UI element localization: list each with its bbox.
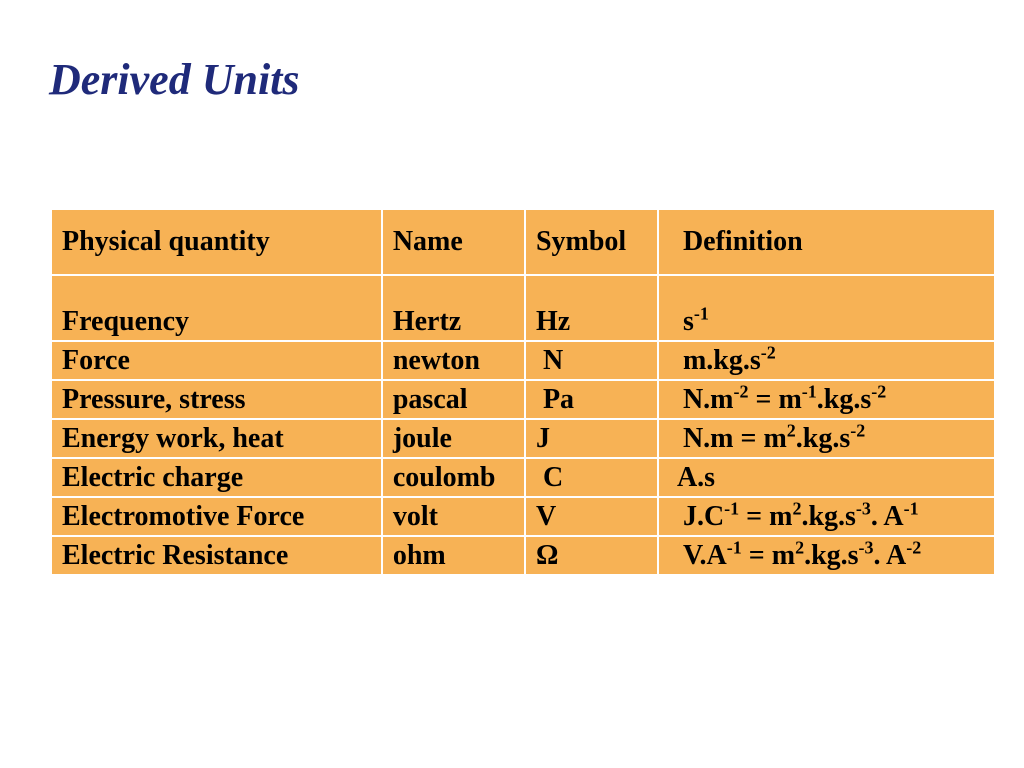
table-row xyxy=(51,380,995,419)
cell-definition xyxy=(658,419,995,458)
cell-quantity: Force xyxy=(51,341,382,380)
cell-symbol: C xyxy=(525,458,658,497)
cell-definition xyxy=(658,380,995,419)
definition-text: $N.m = m^2.kg.s^{-2}$ xyxy=(682,420,866,454)
header-name: Name xyxy=(382,209,525,275)
cell-symbol: J xyxy=(525,419,658,458)
cell-name: ohm xyxy=(382,536,525,575)
table-row xyxy=(51,275,995,341)
table-header-row xyxy=(51,209,995,275)
header-physical-quantity: Physical quantity xyxy=(51,209,382,275)
cell-definition xyxy=(658,536,995,575)
cell-definition xyxy=(658,497,995,536)
table-row xyxy=(51,497,995,536)
cell-symbol: V xyxy=(525,497,658,536)
header-definition xyxy=(658,209,995,275)
slide-title: Derived Units xyxy=(49,55,300,104)
header-symbol: Symbol xyxy=(525,209,658,275)
cell-quantity: Electric Resistance xyxy=(51,536,382,575)
derived-units-table xyxy=(50,208,996,576)
cell-name: joule xyxy=(382,419,525,458)
cell-definition xyxy=(658,275,995,341)
cell-name: newton xyxy=(382,341,525,380)
table-row xyxy=(51,458,995,497)
cell-quantity: Frequency xyxy=(51,275,382,341)
table-row xyxy=(51,419,995,458)
definition-text: $J.C^{-1} = m^2.kg.s^{-3}$. $A^{-1}$ xyxy=(682,498,919,532)
table-row xyxy=(51,536,995,575)
cell-symbol: Pa xyxy=(525,380,658,419)
table-row xyxy=(51,341,995,380)
cell-quantity: Electric charge xyxy=(51,458,382,497)
cell-name: coulomb xyxy=(382,458,525,497)
cell-name: pascal xyxy=(382,380,525,419)
cell-definition xyxy=(658,458,995,497)
cell-quantity: Electromotive Force xyxy=(51,497,382,536)
cell-name: Hertz xyxy=(382,275,525,341)
cell-definition xyxy=(658,341,995,380)
cell-name: volt xyxy=(382,497,525,536)
cell-symbol: N xyxy=(525,341,658,380)
definition-text: $N.m^{-2} = m^{-1}.kg.s^{-2}$ xyxy=(682,381,887,415)
cell-symbol: Hz xyxy=(525,275,658,341)
definition-text: A.s xyxy=(676,461,716,493)
cell-symbol: Ω xyxy=(525,536,658,575)
definition-text: $s^{-1}$ xyxy=(682,303,709,337)
definition-text: $V.A^{-1} = m^2.kg.s^{-3}$. $A^{-2}$ xyxy=(682,537,922,571)
definition-text: $m.kg.s^{-2}$ xyxy=(682,342,776,376)
cell-quantity: Pressure, stress xyxy=(51,380,382,419)
header-definition-text: Definition xyxy=(682,226,803,257)
cell-quantity: Energy work, heat xyxy=(51,419,382,458)
